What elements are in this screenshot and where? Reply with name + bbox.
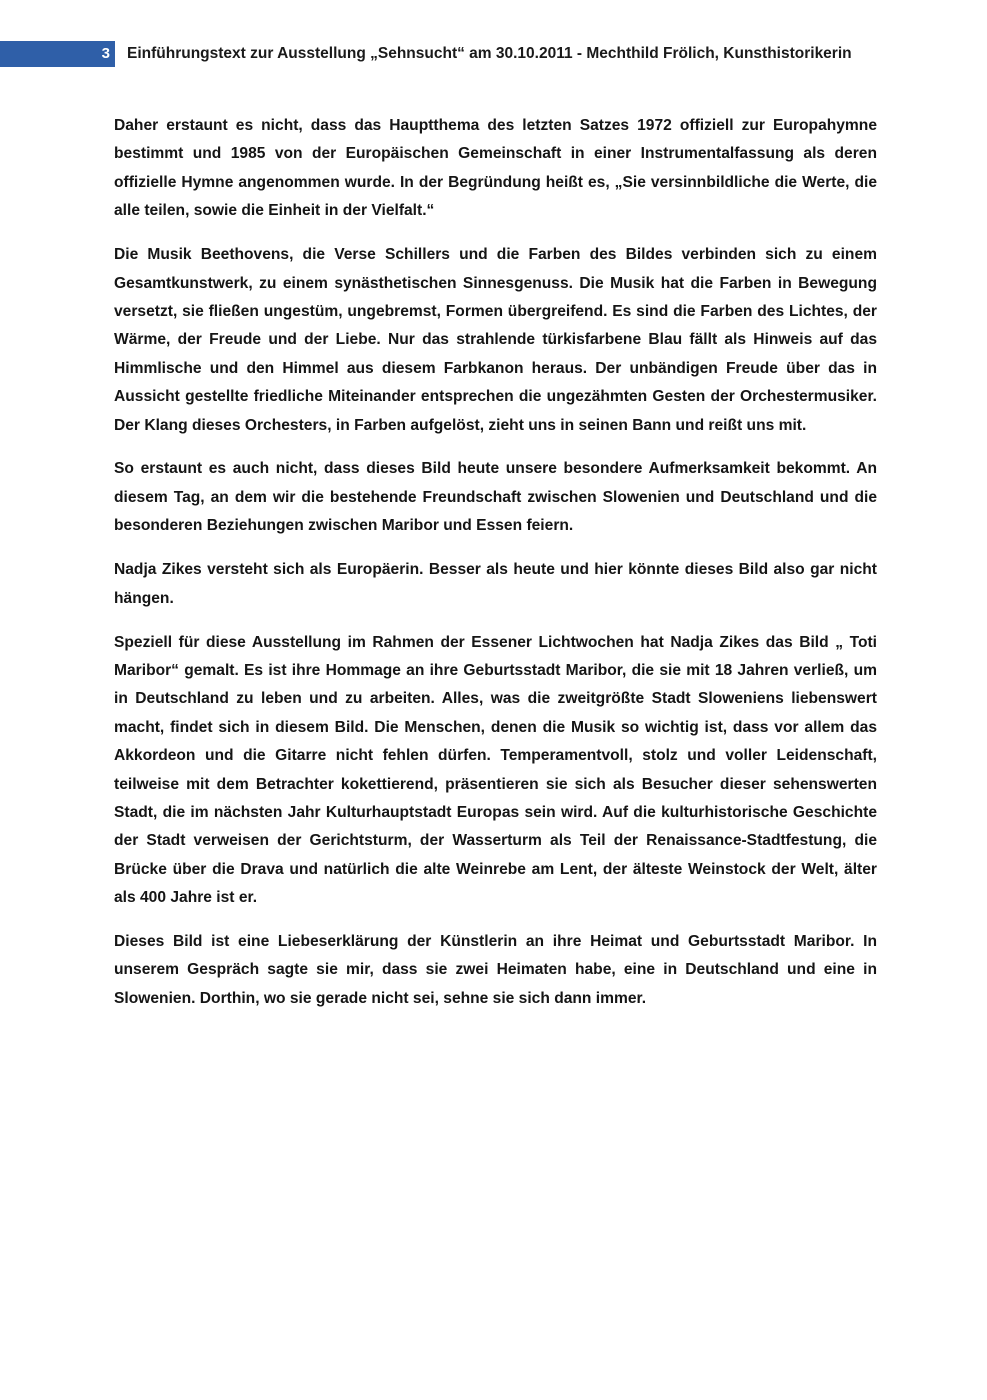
document-body (114, 112, 877, 1029)
paragraph: Nadja Zikes versteht sich als Europäerin. Besser als heute und hier könnte dieses Bild also gar nicht hängen. (114, 561, 877, 607)
paragraph: Dieses Bild ist eine Liebeserklärung der Künstlerin an ihre Heimat und Geburtsstadt Maribor. In unserem Gespräch sagte sie mir, dass sie zwei Heimaten habe, eine in Deutschland und eine in Slowenien. Dorthin, wo sie gerade nicht sei, sehne sie sich dann immer. (114, 933, 877, 1007)
page-number: 3 (101, 45, 110, 62)
page-number-bar (0, 41, 115, 67)
paragraph: Daher erstaunt es nicht, dass das Hauptthema des letzten Satzes 1972 offiziell zur Europahymne bestimmt und 1985 von der Europäischen Gemeinschaft in einer Instrumentalfassung als deren offizielle Hymne angenommen wurde. In der Begründung heißt es, „Sie versinnbildliche die Werte, die alle teilen, sowie die Einheit in der Vielfalt.“ (114, 117, 877, 220)
running-header-title: Einführungstext zur Ausstellung „Sehnsucht“ am 30.10.2011 - Mechthild Frölich, Kunsthistorikerin (127, 45, 852, 62)
paragraph: Speziell für diese Ausstellung im Rahmen der Essener Lichtwochen hat Nadja Zikes das Bild „ Toti Maribor“ gemalt. Es ist ihre Hommage an ihre Geburtsstadt Maribor, die sie mit 18 Jahren verließ, um in Deutschland zu leben und zu arbeiten. Alles, was die zweitgrößte Stadt Sloweniens liebenswert macht, findet sich in diesem Bild. Die Menschen, denen die Musik so wichtig ist, dass vor allem das Akkordeon und die Gitarre nicht fehlen dürfen. Temperamentvoll, stolz und voller Leidenschaft, teilweise mit dem Betrachter kokettierend, präsentieren sie sich als Besucher dieser sehenswerten Stadt, die im nächsten Jahr Kulturhauptstadt Europas sein wird. Auf die kulturhistorische Geschichte der Stadt verweisen der Gerichtsturm, der Wasserturm als Teil der Renaissance-Stadtfestung, die Brücke über die Drava und natürlich die alte Weinrebe am Lent, der älteste Weinstock der Welt, älter als 400 Jahre ist er. (114, 633, 877, 907)
paragraph: So erstaunt es auch nicht, dass dieses Bild heute unsere besondere Aufmerksamkeit bekommt. An diesem Tag, an dem wir die bestehende Freundschaft zwischen Slowenien und Deutschland und die besonderen Beziehungen zwischen Maribor und Essen feiern. (114, 460, 877, 535)
paragraph: Die Musik Beethovens, die Verse Schillers und die Farben des Bildes verbinden sich zu einem Gesamtkunstwerk, zu einem synästhetischen Sinnesgenuss. Die Musik hat die Farben in Bewegung versetzt, sie fließen ungestüm, ungebremst, Formen übergreifend. Es sind die Farben des Lichtes, der Wärme, der Freude und der Liebe. Nur das strahlende türkisfarbene Blau fällt als Hinweis auf das Himmlische und den Himmel aus diesem Farbkanon heraus. Der unbändigen Freude über das in Aussicht gestellte friedliche Miteinander entsprechen die ungezähmten Gesten der Orchestermusiker. Der Klang dieses Orchesters, in Farben aufgelöst, zieht uns in seinen Bann und reißt uns mit. (114, 246, 877, 434)
